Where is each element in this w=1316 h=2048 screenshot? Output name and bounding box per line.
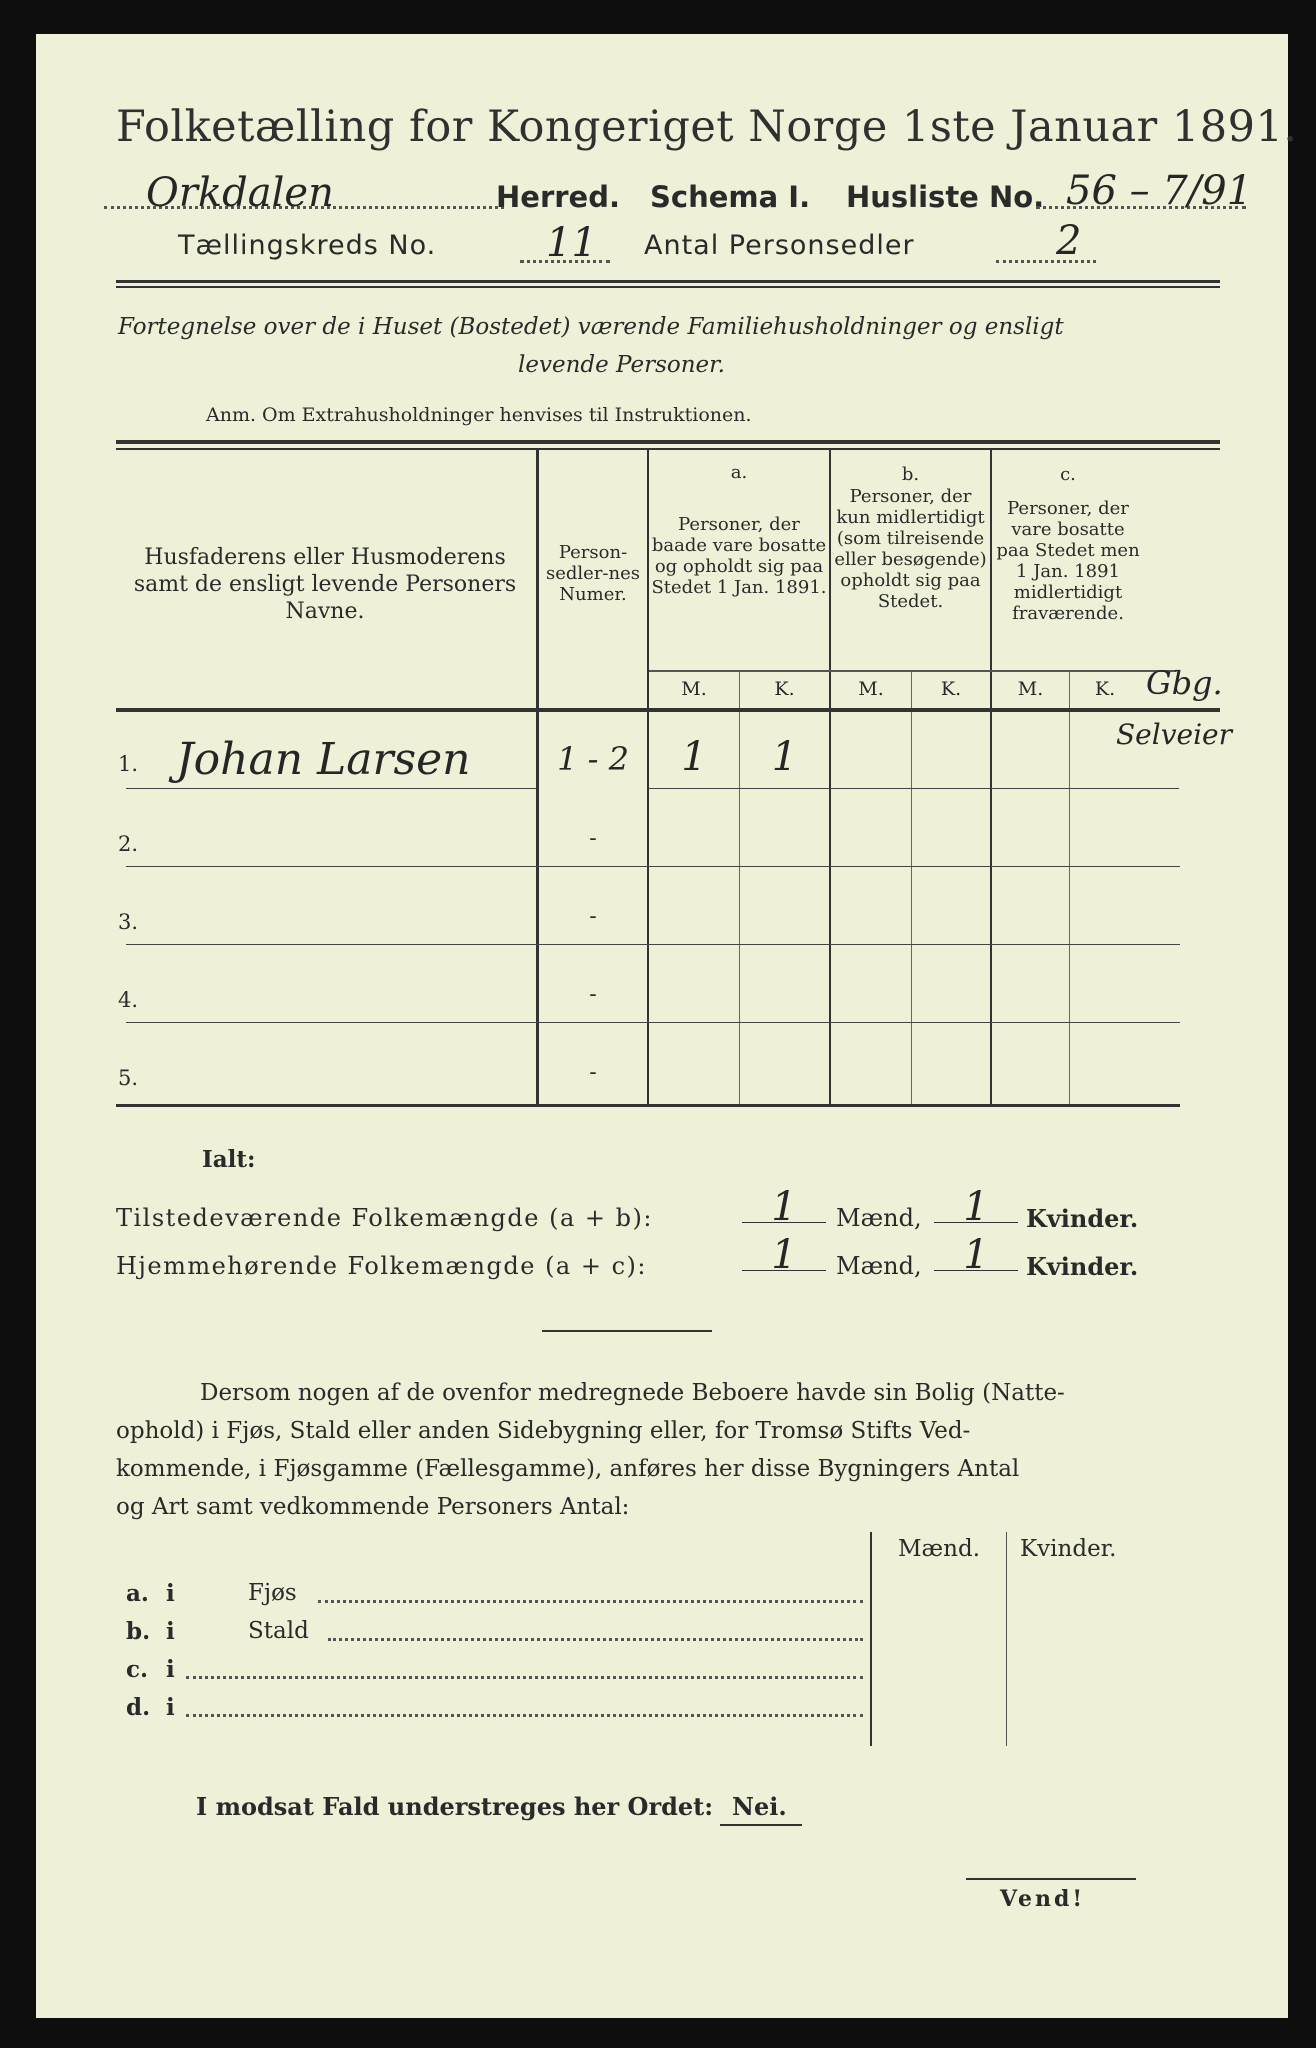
husliste-value: 56 – 7/91 [1066, 168, 1253, 214]
bolig-kvinder-header: Kvinder. [1020, 1536, 1117, 1562]
bolig-line-2: ophold) i Fjøs, Stald eller anden Sidebygning eller, for Tromsø Stifts Ved- [116, 1418, 971, 1444]
bolig-col-mid [1006, 1532, 1007, 1746]
c-m-header: M. [1017, 678, 1044, 700]
table-top-rule [116, 440, 1220, 444]
col-divider-bm [911, 672, 912, 1104]
bolig-item-letter: a. [126, 1580, 149, 1607]
c-k-header: K. [1094, 678, 1116, 700]
a-k-header: K. [774, 678, 795, 700]
nei-word: Nei. [732, 1792, 787, 1821]
tilst-m-value: 1 [771, 1184, 797, 1230]
herred-label: Herred. [496, 180, 620, 214]
bolig-line-3: kommende, i Fjøsgamme (Fællesgamme), anføres her disse Bygningers Antal [116, 1456, 1020, 1482]
row-line [126, 788, 536, 789]
b-k-header: K. [940, 678, 962, 700]
bolig-item-dots [318, 1600, 863, 1603]
intro-line-2: levende Personer. [518, 352, 725, 378]
col-header-b: Personer, der kun midlertidigt (som tilreisende eller besøgende) opholdt sig paa Stedet. [834, 486, 987, 612]
bolig-item-i: i [166, 1618, 175, 1645]
row-num: - [589, 1060, 597, 1085]
kreds-label: Tællingskreds No. [178, 230, 437, 261]
row-line [649, 788, 1179, 789]
mk-top-rule [649, 670, 1176, 672]
row-a-k: 1 [771, 734, 798, 780]
b-m-header: M. [858, 678, 884, 700]
hjem-kvinder: Kvinder. [1026, 1252, 1139, 1281]
row-number: 4. [118, 988, 139, 1012]
bolig-item-i: i [166, 1694, 175, 1721]
hjem-maend: Mænd, [836, 1252, 922, 1280]
col-header-c-letter: c. [1060, 464, 1076, 485]
vend-rule [966, 1878, 1136, 1880]
census-form-page [36, 34, 1298, 2018]
tilst-k-value: 1 [963, 1184, 989, 1230]
header-double-rule-2 [116, 286, 1220, 288]
bolig-item-dots [186, 1714, 863, 1717]
tilst-maend: Mænd, [836, 1204, 922, 1232]
row-num: 1 - 2 [557, 740, 629, 778]
col-divider-cm [1069, 672, 1070, 1104]
row-num: - [589, 826, 597, 851]
form-title: Folketælling for Kongeriget Norge 1ste Januar 1891. [116, 102, 1298, 152]
header-double-rule [116, 280, 1220, 283]
col-header-a: Personer, der baade vare bosatte og opholdt sig paa Stedet 1 Jan. 1891. [651, 514, 827, 598]
antal-label: Antal Personsedler [644, 230, 915, 261]
bolig-maend-header: Mænd. [898, 1536, 981, 1562]
hjem-label: Hjemmehørende Folkemængde (a + c): [116, 1252, 647, 1280]
row-a-m: 1 [681, 734, 707, 780]
bolig-col-left [870, 1532, 872, 1746]
row-name: Johan Larsen [176, 734, 471, 785]
col-header-c: Personer, der vare bosatte paa Stedet men 1 Jan. 1891 midlertidigt fraværende. [996, 498, 1140, 624]
col-header-b-letter: b. [901, 464, 920, 485]
bolig-item-label: Fjøs [248, 1580, 297, 1606]
bolig-item-letter: d. [126, 1694, 151, 1721]
col-divider-c [990, 450, 992, 1104]
bolig-item-letter: b. [126, 1618, 151, 1645]
col-header-num: Person-sedler-nes Numer. [546, 542, 640, 605]
margin-note-gbg: Gbg. [1146, 664, 1223, 702]
bolig-item-label: Stald [248, 1618, 309, 1644]
ialt-label: Ialt: [202, 1146, 256, 1173]
anm-note: Anm. Om Extrahusholdninger henvises til Instruktionen. [206, 404, 752, 426]
col-header-name: Husfaderens eller Husmoderens samt de ensligt levende Personers Navne. [133, 545, 517, 624]
row-num: - [589, 982, 597, 1007]
section-divider [542, 1330, 712, 1332]
row-line [126, 866, 1180, 867]
hjem-m-value: 1 [771, 1232, 797, 1278]
tilst-label: Tilstedeværende Folkemængde (a + b): [116, 1204, 653, 1232]
header-bottom-rule [116, 708, 1220, 712]
schema-label: Schema I. [650, 180, 811, 214]
table-top-rule-2 [116, 448, 1220, 450]
bolig-item-letter: c. [126, 1656, 149, 1683]
bolig-item-i: i [166, 1656, 175, 1683]
row-number: 5. [118, 1066, 139, 1090]
modsat-label: I modsat Fald understreges her Ordet: [196, 1792, 714, 1821]
antal-value: 2 [1056, 218, 1082, 264]
bolig-line-1: Dersom nogen af de ovenfor medregnede Beboere havde sin Bolig (Natte- [200, 1380, 1065, 1406]
row-line [126, 1022, 1180, 1023]
col-divider-b [829, 450, 831, 1104]
a-m-header: M. [681, 678, 707, 700]
row-line [126, 944, 1180, 945]
table-bottom-rule [116, 1104, 1180, 1107]
col-header-a-letter: a. [730, 462, 748, 483]
bolig-item-dots [328, 1638, 863, 1641]
intro-line-1: Fortegnelse over de i Huset (Bostedet) værende Familiehusholdninger og ensligt [118, 314, 1064, 340]
row-number: 3. [118, 910, 139, 934]
hjem-k-value: 1 [963, 1232, 989, 1278]
herred-value: Orkdalen [146, 170, 334, 216]
row-number: 2. [118, 832, 139, 856]
bolig-item-dots [186, 1676, 863, 1679]
tilst-kvinder: Kvinder. [1026, 1204, 1139, 1233]
bolig-item-i: i [166, 1580, 175, 1607]
nei-underline [720, 1824, 802, 1826]
margin-note-selveier: Selveier [1116, 718, 1233, 751]
bolig-line-4: og Art samt vedkommende Personers Antal: [116, 1494, 630, 1520]
row-num: - [589, 904, 597, 929]
row-number: 1. [118, 752, 139, 776]
kreds-value: 11 [546, 220, 597, 266]
vend-label: Vend! [1000, 1886, 1086, 1912]
husliste-label: Husliste No. [846, 180, 1045, 214]
